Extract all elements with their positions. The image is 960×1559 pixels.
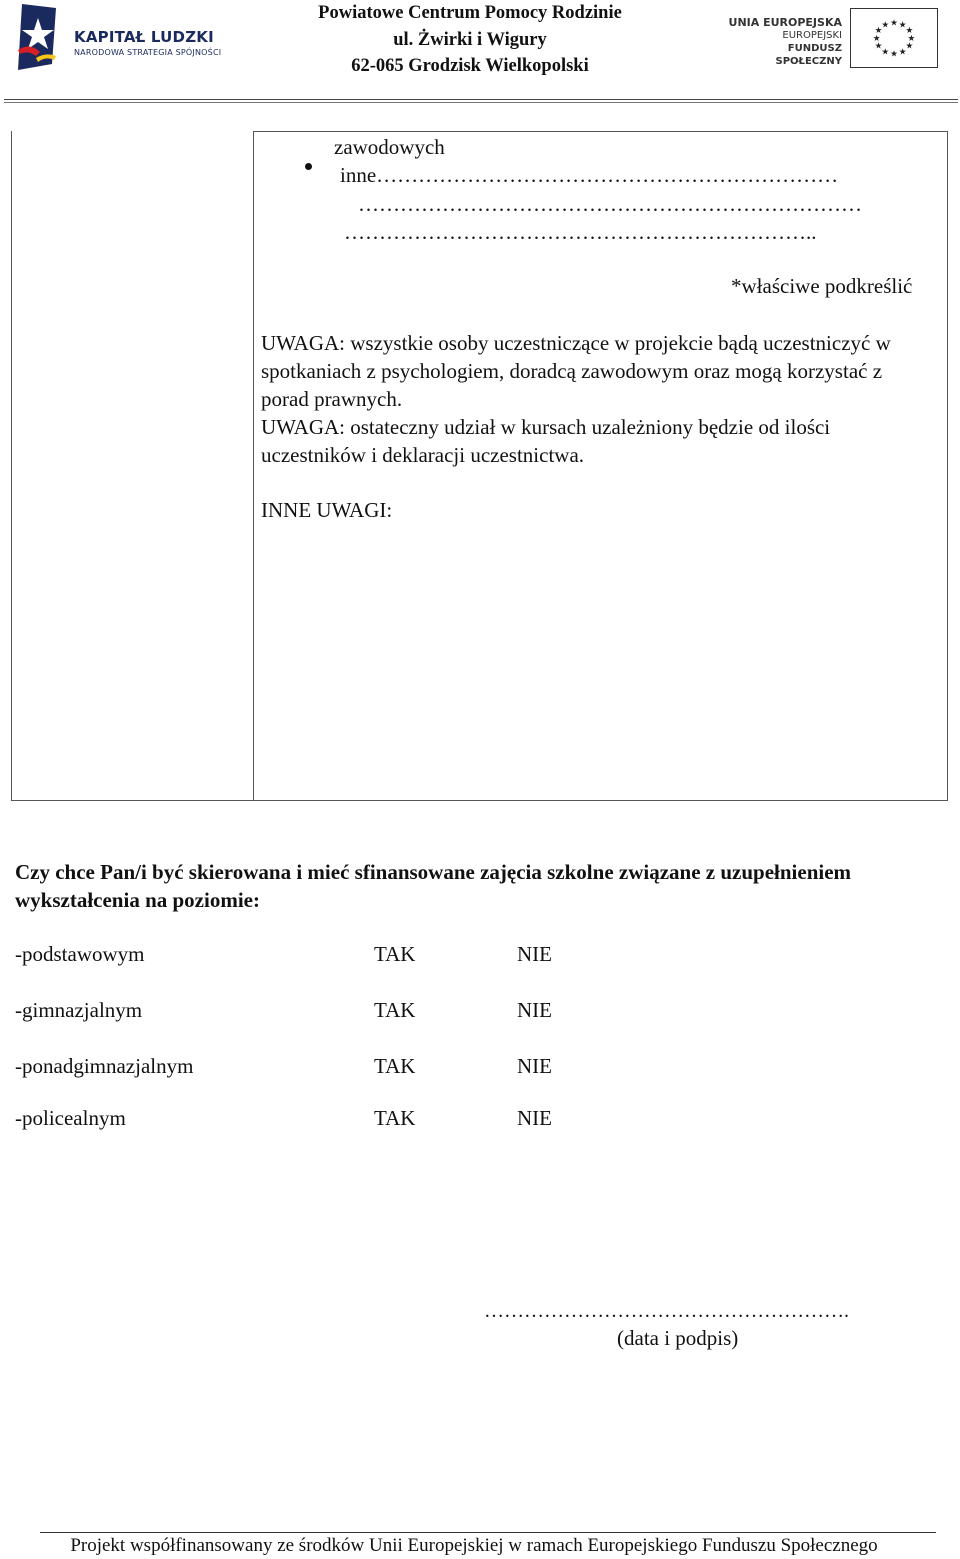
option-no[interactable]: NIE — [517, 1054, 552, 1078]
svg-text:★: ★ — [881, 20, 890, 31]
eu-flag-icon — [850, 8, 938, 68]
education-question: Czy chce Pan/i być skierowana i mieć sfinansowane zajęcia szkolne związane z uzupełnieniem wykształcenia na poziomie: — [15, 860, 852, 912]
institution-name: Powiatowe Centrum Pomocy Rodzinie — [318, 3, 622, 23]
option-yes[interactable]: TAK — [374, 1054, 416, 1078]
svg-text:★: ★ — [907, 33, 916, 44]
notice-participation: UWAGA: ostateczny udział w kursach uzależniony będzie od ilości uczestników i deklaracji uczestnictwa. — [261, 415, 831, 467]
other-option-item: inne………………………………………………………… — [340, 163, 839, 187]
svg-text:★: ★ — [874, 41, 883, 52]
eu-logo-line3: FUNDUSZ SPOŁECZNY — [775, 43, 842, 67]
dotted-line: ………………………………………………………….. — [344, 220, 817, 244]
option-no[interactable]: NIE — [517, 1106, 552, 1130]
kapital-ludzki-logo — [16, 4, 246, 74]
eu-logo-text — [722, 16, 842, 68]
svg-text:★: ★ — [898, 20, 907, 31]
header-divider — [4, 99, 958, 100]
option-label: -policealnym — [15, 1106, 126, 1130]
svg-text:★: ★ — [872, 33, 881, 44]
signature-label: (data i podpis) — [617, 1326, 739, 1350]
option-yes[interactable]: TAK — [374, 942, 416, 966]
eu-logo — [722, 6, 942, 70]
notice-sessions: UWAGA: wszystkie osoby uczestniczące w projekcie bądą uczestniczyć w spotkaniach z psychologiem, doradcą zawodowym oraz mogą korzystać z porad prawnych. — [261, 331, 891, 411]
bullet-icon — [305, 163, 312, 170]
dotted-line: ……………………………………………………………… — [358, 192, 862, 216]
option-yes[interactable]: TAK — [374, 998, 416, 1022]
option-label: -ponadgimnazjalnym — [15, 1054, 194, 1078]
option-no[interactable]: NIE — [517, 942, 552, 966]
option-label: -gimnazjalnym — [15, 998, 143, 1022]
kapital-ludzki-title: KAPITAŁ LUDZKI — [74, 28, 214, 46]
kapital-ludzki-subtitle: NARODOWA STRATEGIA SPÓJNOŚCI — [74, 48, 222, 57]
kapital-ludzki-star-icon — [16, 4, 60, 70]
other-remarks-label: INNE UWAGI: — [261, 498, 393, 522]
svg-text:★: ★ — [890, 49, 898, 60]
continued-list-item: zawodowych — [334, 135, 445, 159]
svg-text:★: ★ — [905, 26, 914, 37]
option-label: -podstawowym — [15, 942, 145, 966]
institution-city: 62-065 Grodzisk Wielkopolski — [351, 56, 589, 76]
svg-text:★: ★ — [890, 18, 898, 29]
svg-text:★: ★ — [898, 47, 907, 58]
institution-street: ul. Żwirki i Wigury — [393, 29, 547, 50]
svg-text:★: ★ — [874, 26, 883, 37]
svg-text:★: ★ — [881, 47, 890, 58]
option-no[interactable]: NIE — [517, 998, 552, 1022]
footer-text: Projekt współfinansowany ze środków Unii Europejskiej w ramach Europejskiego Funduszu Społecznego — [70, 1535, 878, 1556]
footer-divider — [40, 1532, 936, 1533]
signature-line: ………………………………………………. — [484, 1300, 849, 1322]
header-divider-thin — [4, 102, 958, 103]
option-yes[interactable]: TAK — [374, 1106, 416, 1130]
footnote-underline: *właściwe podkreślić — [731, 274, 913, 298]
svg-text:★: ★ — [905, 41, 914, 52]
eu-logo-line2: EUROPEJSKI — [782, 30, 842, 41]
institution-header — [280, 0, 660, 80]
eu-logo-line1: UNIA EUROPEJSKA — [728, 16, 842, 29]
